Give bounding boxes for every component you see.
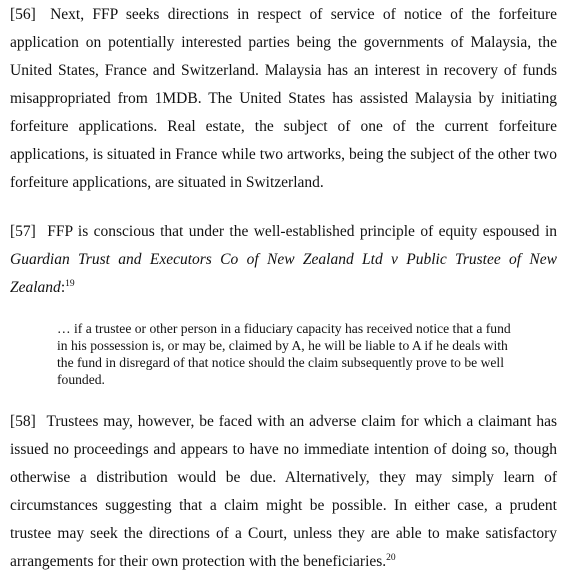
paragraph-58 [10, 408, 557, 578]
paragraph-text: Next, FFP seeks directions in respect of service of notice of the forfeiture application on potentially interested parties being the governments of Malaysia, the United States, France and Switzerland. Malaysia has an interest in recovery of funds misappropriated from 1MDB. The United States has assisted Malaysia by initiating forfeiture applications. Real estate, the subject of one of the current forfeiture applications, is situated in France while two artworks, being the subject of the other two forfeiture applications, are situated in Switzerland. [10, 6, 558, 191]
paragraph-57 [10, 218, 557, 304]
paragraph-number: [57] [10, 223, 36, 240]
paragraph-56 [10, 1, 557, 197]
paragraph-number: [58] [10, 413, 36, 430]
paragraph-text-tail: : [60, 279, 66, 296]
case-citation: Guardian Trust and Executors Co of New Zealand Ltd v Public Trustee of New Zealand [10, 251, 557, 296]
footnote-reference[interactable]: 20 [386, 553, 396, 563]
paragraph-text: Trustees may, however, be faced with an adverse claim for which a claimant has issued no proceedings and appears to have no immediate intention of doing so, though otherwise a distribution would be due. Alternatively, they may simply learn of circumstances suggesting that a claim might be possible. In either case, a prudent trustee may seek the directions of a Court, unless they are able to make satisfactory arrangements for their own protection with the beneficiaries. [10, 413, 557, 570]
footnote-reference[interactable]: 19 [65, 279, 75, 289]
paragraph-text: FFP is conscious that under the well-established principle of equity espoused in [47, 223, 557, 240]
paragraph-number: [56] [10, 6, 36, 23]
block-quote: … if a trustee or other person in a fiduciary capacity has received notice that a fund in his possession is, or may be, claimed by A, he will be liable to A if he deals with the fund in disregard of that notice should the claim subsequently prove to be well founded. [57, 321, 511, 387]
